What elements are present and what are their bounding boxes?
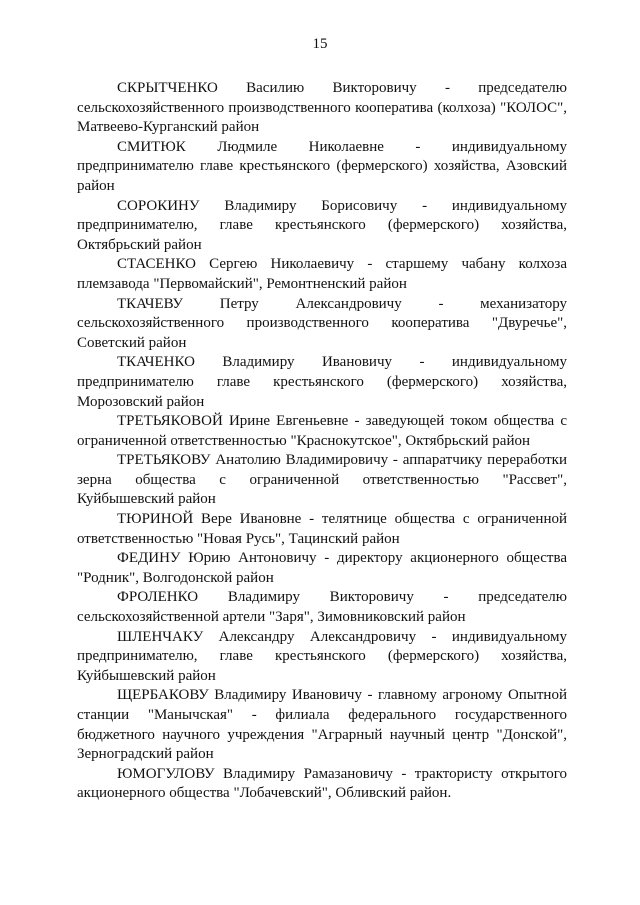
page-number: 15 <box>312 36 328 52</box>
list-item: ЩЕРБАКОВУ Владимиру Ивановичу - главному агроному Опытной станции "Манычская" - филиала федерального государственного бюджетного научного учреждения "Аграрный научный центр "Донской", Зерноградский район <box>77 687 567 763</box>
list-item: ТКАЧЕВУ Петру Александровичу - механизатору сельскохозяйственного производственного кооператива "Двуречье", Советский район <box>77 295 567 351</box>
list-item: ФЕДИНУ Юрию Антоновичу - директору акционерного общества "Родник", Волгодонской район <box>77 550 567 586</box>
list-item: СОРОКИНУ Владимиру Борисовичу - индивидуальному предпринимателю, главе крестьянского (фермерского) хозяйства, Октябрьский район <box>77 197 567 253</box>
list-item: ТРЕТЬЯКОВОЙ Ирине Евгеньевне - заведующей током общества с ограниченной ответственностью "Краснокутское", Октябрьский район <box>77 413 567 449</box>
award-list <box>77 79 567 804</box>
list-item: ТЮРИНОЙ Вере Ивановне - телятнице общества с ограниченной ответственностью "Новая Русь", Тацинский район <box>77 511 567 547</box>
list-item: ФРОЛЕНКО Владимиру Викторовичу - председателю сельскохозяйственной артели "Заря", Зимовниковский район <box>77 589 567 626</box>
list-item: СМИТЮК Людмиле Николаевне - индивидуальному предпринимателю главе крестьянского (фермерского) хозяйства, Азовский район <box>77 138 567 194</box>
list-item: СКРЫТЧЕНКО Василию Викторовичу - председателю сельскохозяйственного производственного кооператива (колхоза) "КОЛОС", Матвеево-Курганский район <box>77 80 567 136</box>
list-item: ТКАЧЕНКО Владимиру Ивановичу - индивидуальному предпринимателю главе крестьянского (фермерского) хозяйства, Морозовский район <box>77 354 567 410</box>
list-item: ТРЕТЬЯКОВУ Анатолию Владимировичу - аппаратчику переработки зерна общества с ограниченной ответственностью "Рассвет", Куйбышевский район <box>77 452 567 508</box>
list-item: ЮМОГУЛОВУ Владимиру Рамазановичу - трактористу открытого акционерного общества "Лобачевский", Обливский район. <box>77 765 567 802</box>
list-item: ШЛЕНЧАКУ Александру Александровичу - индивидуальному предпринимателю, главе крестьянского (фермерского) хозяйства, Куйбышевский район <box>77 628 567 684</box>
list-item: СТАСЕНКО Сергею Николаевичу - старшему чабану колхоза племзавода "Первомайский", Ремонтненский район <box>77 256 567 292</box>
